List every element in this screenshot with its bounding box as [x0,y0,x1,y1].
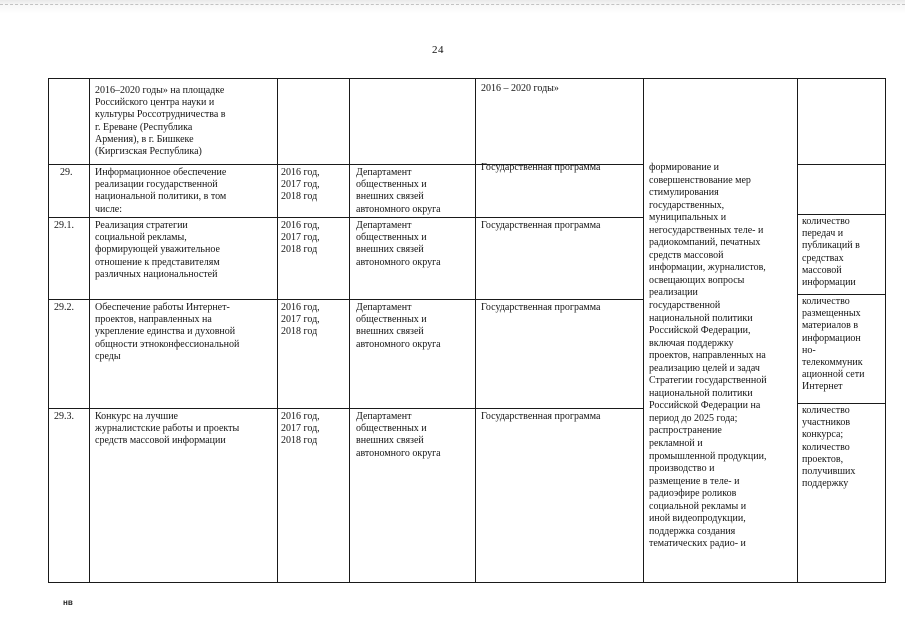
scan-edge-line [0,4,905,6]
row-29-3-name: Конкурс на лучшие журналистские работы и проекты средств массовой информации [95,411,240,447]
row-29-3-years: 2016 год, 2017 год, 2018 год [281,411,320,447]
plan-table [48,78,886,583]
page-number: 24 [432,44,444,56]
footer-initials: нв [63,598,73,607]
row-cont-source: 2016 – 2020 годы» [481,83,559,94]
row-29-3-executor: Департамент общественных и внешних связей автономного округа [356,411,441,459]
row-29-1-source: Государственная программа [481,220,601,231]
row-29-2-name: Обеспечение работы Интернет- проектов, направленных на укрепление единства и духовной общности этноконфессиональной среды [95,302,240,362]
row-29-2-number: 29.2. [54,302,74,313]
row-29-executor: Департамент общественных и внешних связей автономного округа [356,167,441,215]
indicator-29-3: количество участников конкурса; количество проектов, получивших поддержку [802,405,856,490]
row-29-2-years: 2016 год, 2017 год, 2018 год [281,302,320,338]
indicator-29-1: количество передач и публикаций в средствах массовой информации [802,216,860,289]
row-29-number: 29. [60,167,73,178]
row-29-1-number: 29.1. [54,220,74,231]
row-cont-name: 2016–2020 годы» на площадке Российского центра науки и культуры Россотрудничества в г. Ереване (Республика Армения), в г. Бишкеке (Киргизская Республика) [95,85,226,158]
row-29-1-executor: Департамент общественных и внешних связей автономного округа [356,220,441,268]
row-29-3-number: 29.3. [54,411,74,422]
scan-top-shadow [0,0,905,14]
indicator-29-2: количество размещенных материалов в информацион но- телекоммуник ационной сети Интернет [802,296,865,393]
row-29-3-source: Государственная программа [481,411,601,422]
row-29-2-source: Государственная программа [481,302,601,313]
row-29-name: Информационное обеспечение реализации государственной национальной политики, в том числе: [95,167,227,215]
row-29-1-years: 2016 год, 2017 год, 2018 год [281,220,320,256]
expected-result-text: формирование и совершенствование мер стимулирования государственных, муниципальных и негосударственных теле- и радиокомпаний, печатных средств массовой информации, журналистов, освещающих вопросы реализации государственной национальной политики Российской Федерации, включая поддержку проектов, направленных на реализацию целей и задач Стратегии государственной национальной политики Российской Федерации на период до 2025 года; распространение рекламной и промышленной продукции, производство и размещение в теле- и радиоэфире роликов социальной рекламы и иной видеопродукции, поддержка создания тематических радио- и [649,162,767,550]
row-29-source: Государственная программа [481,162,601,173]
row-29-years: 2016 год, 2017 год, 2018 год [281,167,320,203]
row-29-2-executor: Департамент общественных и внешних связей автономного округа [356,302,441,350]
row-29-1-name: Реализация стратегии социальной рекламы, формирующей уважительное отношение к представителям различных национальностей [95,220,220,280]
